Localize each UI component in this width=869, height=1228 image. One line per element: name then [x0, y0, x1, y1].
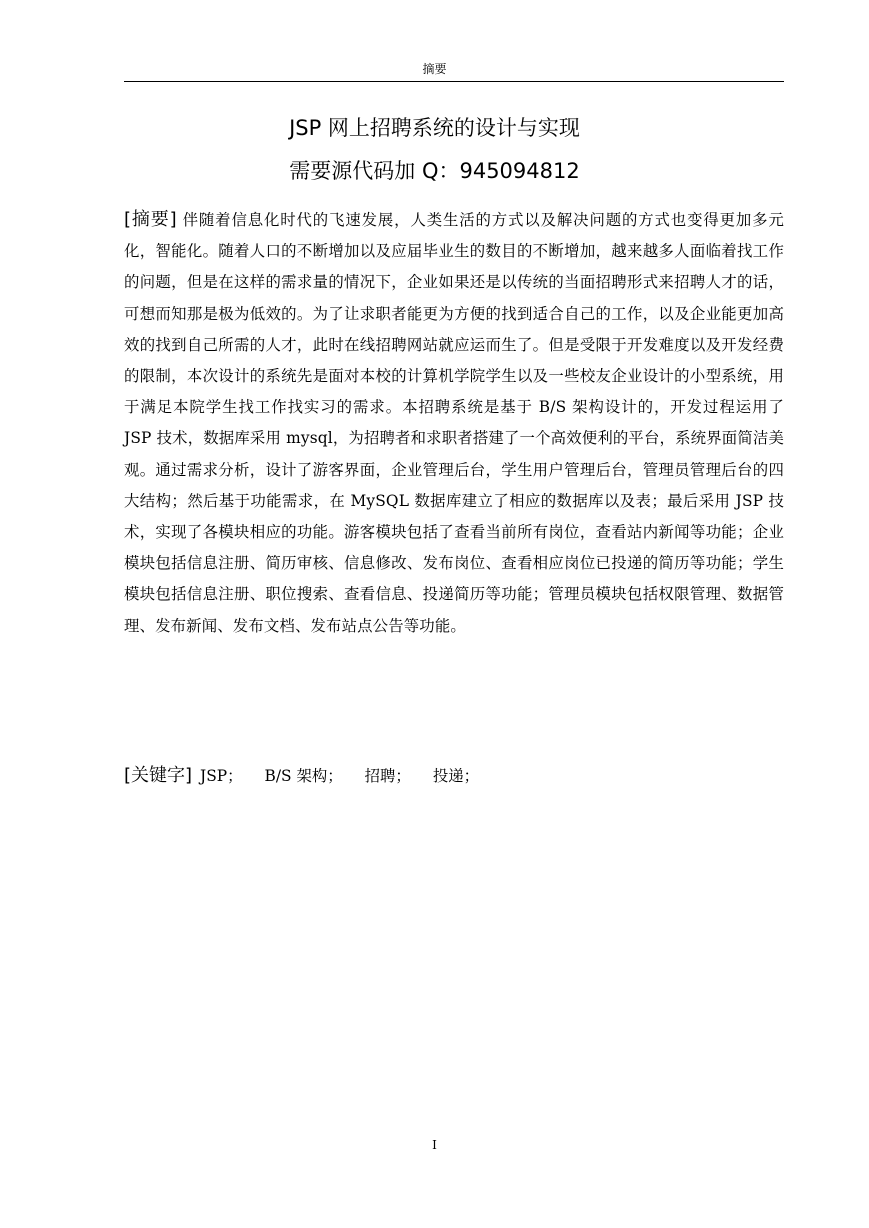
keyword-item: JSP； — [200, 767, 243, 785]
keyword-item: 投递； — [432, 767, 479, 785]
abstract-paragraph — [124, 204, 784, 642]
keywords-line — [124, 760, 784, 792]
keywords-label: [关键字] — [124, 765, 193, 786]
running-header: 摘要 — [422, 62, 447, 76]
keyword-item: 招聘； — [364, 767, 411, 785]
page-number: I — [432, 1138, 437, 1152]
abstract-text: 伴随着信息化时代的飞速发展，人类生活的方式以及解决问题的方式也变得更加多元化，智能化。随着人口的不断增加以及应届毕业生的数目的不断增加，越来越多人面临着找工作的问题，但是在这样的需求量的情况下，企业如果还是以传统的当面招聘形式来招聘人才的话，可想而知那是极为低效的。为了让求职者能更为方便的找到适合自己的工作，以及企业能更加高效的找到自己所需的人才，此时在线招聘网站就应运而生了。但是受限于开发难度以及开发经费的限制，本次设计的系统先是面对本校的计算机学院学生以及一些校友企业设计的小型系统，用于满足本院学生找工作找实习的需求。本招聘系统是基于 B/S 架构设计的，开发过程运用了 JSP 技术，数据库采用 mysql，为招聘者和求职者搭建了一个高效便利的平台，系统界面简洁美观。通过需求分析，设计了游客界面，企业管理后台，学生用户管理后台，管理员管理后台的四大结构；然后基于功能需求，在 MySQL 数据库建立了相应的数据库以及表；最后采用 JSP 技术，实现了各模块相应的功能。游客模块包括了查看当前所有岗位，查看站内新闻等功能；企业模块包括信息注册、简历审核、信息修改、发布岗位、查看相应岗位已投递的简历等功能；学生模块包括信息注册、职位搜索、查看信息、投递简历等功能；管理员模块包括权限管理、数据管理、发布新闻、发布文档、发布站点公告等功能。 — [124, 211, 784, 635]
document-title: JSP 网上招聘系统的设计与实现 — [289, 116, 580, 140]
abstract-label: [摘要] — [124, 209, 177, 230]
keyword-list — [200, 761, 501, 792]
document-subtitle: 需要源代码加 Q：945094812 — [289, 159, 580, 183]
header-rule — [124, 81, 784, 82]
keyword-item: B/S 架构； — [264, 767, 343, 785]
